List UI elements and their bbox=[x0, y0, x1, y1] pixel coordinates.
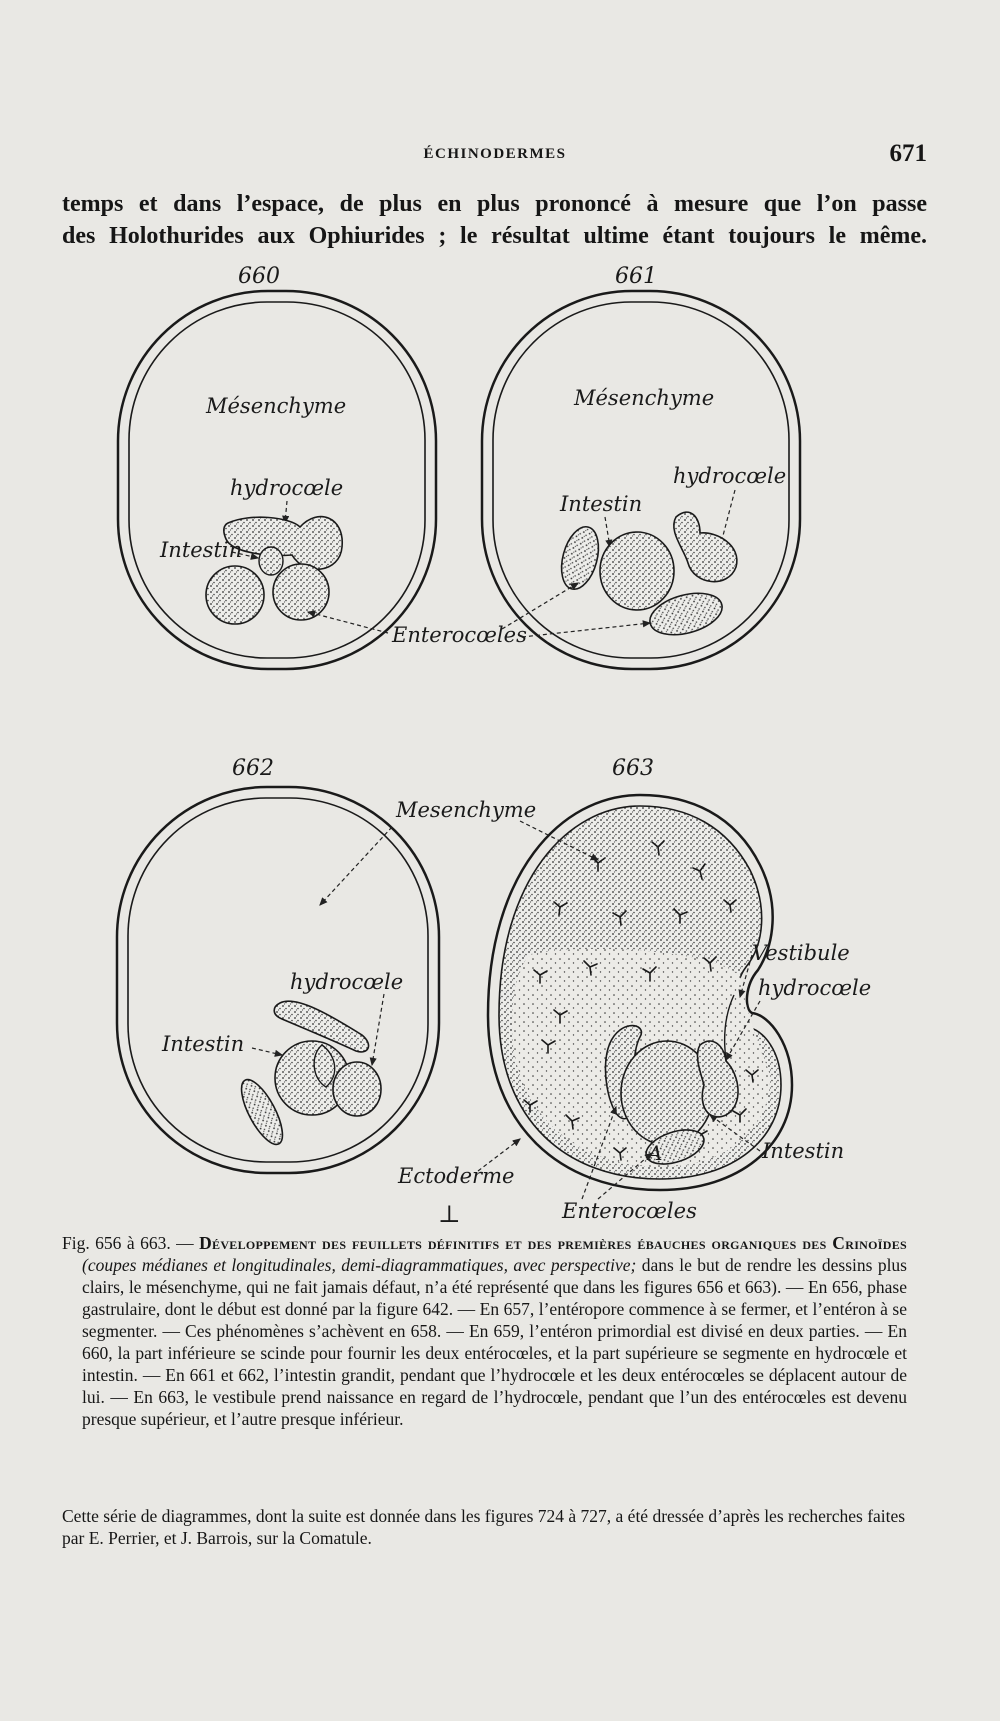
fig662-label-hydrocoele: hydrocœle bbox=[290, 970, 404, 994]
fig662-label-intestin: Intestin bbox=[162, 1032, 245, 1056]
fig661-enterocoele-left bbox=[555, 523, 604, 594]
fig663-label-enterocoeles: Enterocœles bbox=[562, 1199, 697, 1223]
figure-661-number: 661 bbox=[615, 264, 657, 289]
intro-line-2: des Holothurides aux Ophiurides ; le résultat ultime étant toujours le même. bbox=[62, 223, 927, 249]
caption-body: dans le but de rendre les dessins plus clairs, le mésenchyme, qui ne fait jamais défaut, n’a été représenté que dans les figures 656 et 663). — En 656, phase gastrulaire, dont le début est donné par la figure 642. — En 657, l’entéropore commence à se fermer, et l’entéron à se segmenter. — Ces phénomènes s’achèvent en 658. — En 659, l’entéron primordial est divisé en deux parties. — En 660, la part inférieure se scinde pour fournir les deux entérocœles, et la part supérieure se segmente en hydrocœle et intestin. — En 661 et 662, l’intestin grandit, pendant que l’hydrocœle et les deux entérocœles se déplacent autour de lui. — En 663, le vestibule prend naissance en regard de l’hydrocœle, pendant que l’un des entérocœles est devenu presque supérieur, et l’autre presque inférieur. bbox=[82, 1255, 907, 1429]
caption-note-text: Cette série de diagrammes, dont la suite est donnée dans les figures 724 à 727, a été dressée d’après les recherches faites par E. Perrier, et J. Barrois, sur la Comatule. bbox=[62, 1506, 906, 1548]
label-enterocoeles-shared: Enterocœles bbox=[392, 623, 527, 647]
caption-title: Développement des feuillets définitifs et des premières ébauches organiques des Crinoïdes bbox=[199, 1233, 907, 1253]
fig662-intestin-lobe bbox=[333, 1062, 381, 1116]
fig660-label-intestin: Intestin bbox=[160, 538, 243, 562]
fig661-label-hydrocoele: hydrocœle bbox=[673, 464, 787, 488]
fig663-label-mesenchyme: Mesenchyme bbox=[396, 798, 537, 822]
fig661-hydrocoele bbox=[674, 512, 737, 582]
page-number: 671 bbox=[889, 140, 927, 167]
fig663-label-ectoderme: Ectoderme bbox=[398, 1164, 515, 1188]
fig660-label-mesenchyme: Mésenchyme bbox=[206, 394, 347, 418]
fig663-mark-bottom: ⊥ bbox=[438, 1200, 461, 1228]
fig660-intestin bbox=[259, 547, 283, 575]
caption-fig-ref: Fig. 656 à 663. — bbox=[62, 1233, 194, 1253]
fig661-label-mesenchyme: Mésenchyme bbox=[574, 386, 715, 410]
fig660-enterocoele-right bbox=[273, 564, 329, 620]
fig663-label-hydrocoele: hydrocœle bbox=[758, 976, 872, 1000]
fig663-label-vestibule: Vestibule bbox=[752, 941, 850, 965]
figure-plate bbox=[0, 255, 1000, 1230]
fig661-intestin bbox=[600, 532, 674, 610]
figure-662-number: 662 bbox=[232, 756, 274, 781]
fig660-enterocoele-left bbox=[206, 566, 264, 624]
figure-caption bbox=[62, 1232, 907, 1430]
caption-note bbox=[62, 1505, 907, 1549]
intro-paragraph bbox=[62, 188, 927, 252]
figure-drawings bbox=[0, 255, 1000, 1230]
figure-660-number: 660 bbox=[238, 264, 280, 289]
figure-662 bbox=[117, 756, 439, 1173]
fig661-label-intestin: Intestin bbox=[560, 492, 643, 516]
fig663-mark-a: A bbox=[648, 1141, 663, 1165]
figure-663-number: 663 bbox=[612, 756, 654, 781]
figure-661 bbox=[482, 264, 800, 669]
fig660-label-hydrocoele: hydrocœle bbox=[230, 476, 344, 500]
caption-italic: (coupes médianes et longitudinales, demi-diagrammatiques, avec perspective; bbox=[82, 1255, 637, 1275]
running-head bbox=[60, 140, 930, 180]
figure-660 bbox=[118, 264, 436, 669]
fig663-label-intestin: Intestin bbox=[762, 1139, 845, 1163]
intro-line-1: temps et dans l’espace, de plus en plus prononcé à mesure que l’on passe bbox=[62, 191, 927, 217]
running-title: ÉCHINODERMES bbox=[423, 146, 567, 162]
